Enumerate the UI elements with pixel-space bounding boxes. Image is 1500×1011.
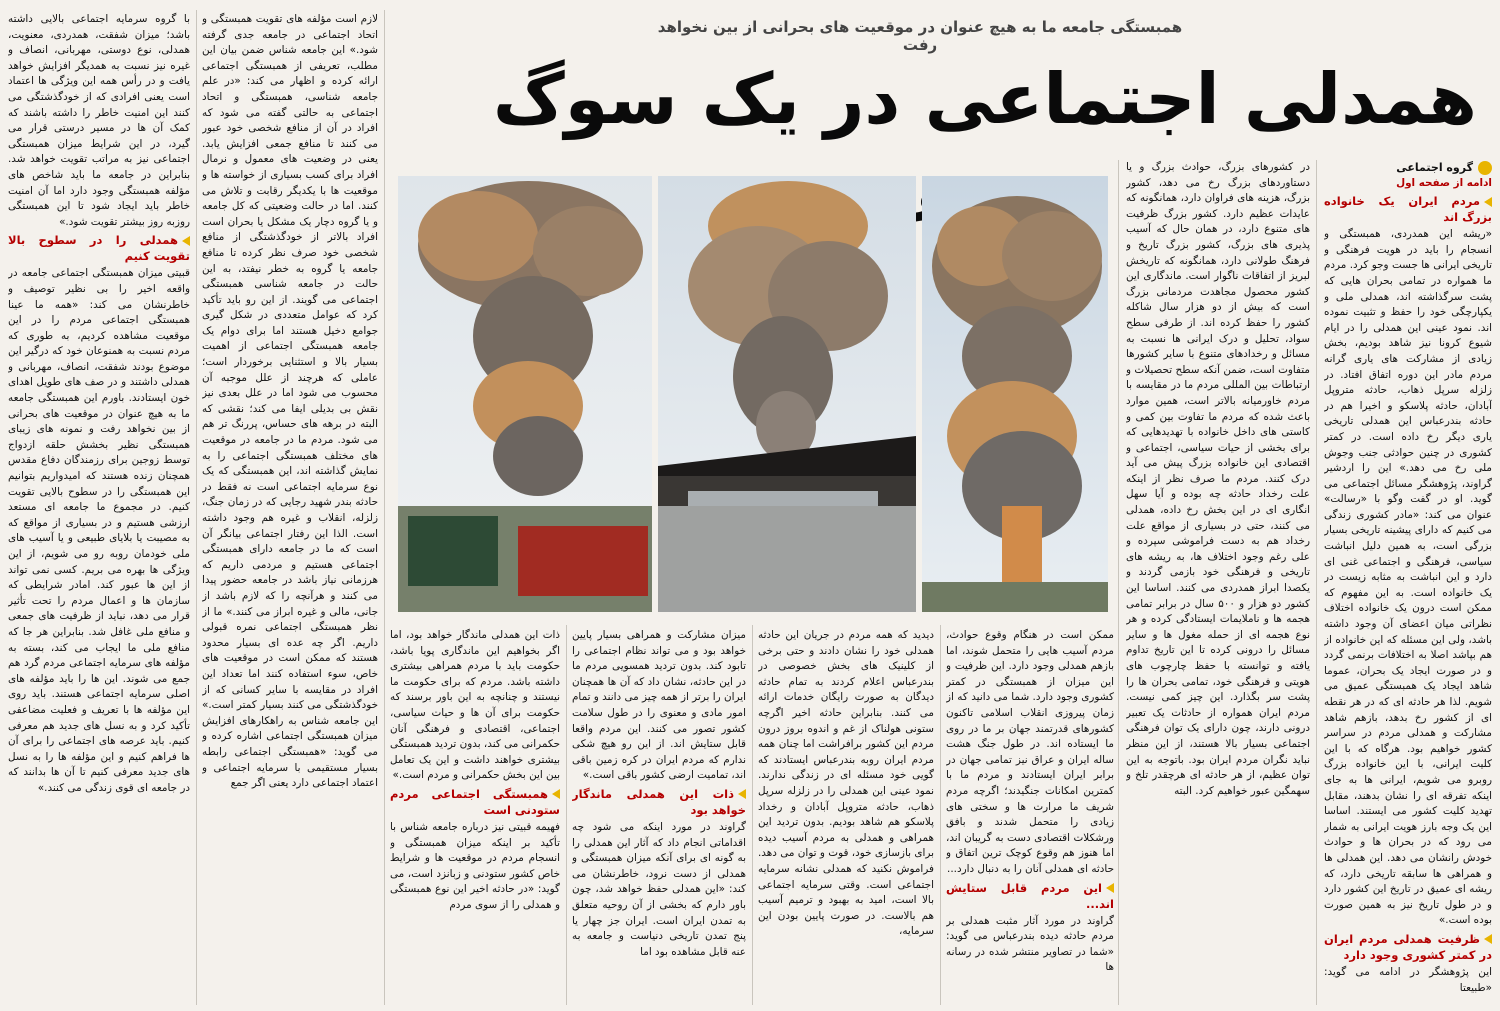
photo-explosion-left <box>398 176 652 612</box>
lower-column-3 <box>572 628 746 1005</box>
lower-column-2 <box>758 628 934 1005</box>
body-text: ذات این همدلی ماندگار خواهد بود، اما اگر بخواهیم این ماندگاری پویا باشد، حکومت باید با مردم همراهی بیشتری داشته باشد. مردم که برای حکومت ما نیستند و چنانچه به این باور برسند که حکومت برای آن ها و حیات سیاسی، اجتماعی، اقتصادی و فرهنگی آنان حکمرانی می کند، بدون تردید همبستگی بیشتری خواهند داشت و این یک تعامل بین این بخش حکمرانی و مردم است.» <box>390 629 560 782</box>
body-text: فهیمه قبیتی نیز درباره جامعه شناس با تأکید بر اینکه میزان همبستگی و انسجام مردم در موقعیت ها و شرایط خاص کشور ستودنی و زبانزد است، می گوید: «در حادثه اخیر این نوع همبستگی و همدلی را از سوی مردم <box>390 820 560 911</box>
body-text: قبیتی میزان همبستگی اجتماعی جامعه در واقعه اخیر را بی نظیر توصیف و خاطرنشان می کند: «همه ما عینا همبستگی اجتماعی مردم را در این موقعیت مشاهده کردیم، به طوری که مردم نسبت به همنوعان خود که درگیر این موضوع بودند شفقت، انصاف، مهربانی و همدلی داشتند و در صف های طویل اهدای خون ایستادند. باورم این همبستگی جامعه ما به هیچ عنوان در موقعیت های بحرانی از بین نخواهد رفت و نمونه های زیبای همبستگی نظیر بخشش حلقه ازدواج توسط زوجین برای رزمندگان دفاع مقدس همچنان زنده هستند که امیدواریم بتوانیم این همبستگی را در سطوح بالایی تقویت کنیم. در مجموع ما جامعه ای مستعد ارزشی هستیم و در بسیاری از مواقع که به مصیبت یا بلایای طبیعی و یا آسیب های ملی خودمان روبه رو می شویم، از این ویژگی ها بهره می بریم. کسی نمی تواند از این ها عبور کند. امادر شرایطی که سازمان ها و اعمال مردم را تحت تأثیر قرار می دهد، نباید از ظرفیت های جمعی و منافع ملی غافل شد. بنابراین هر جا که منافع ملی ما ایجاب می کند، بسته به مؤلفه های سرمایه اجتماعی مردم گرد هم جمع می شوند. این ها را باید مؤلفه های اصلی سرمایه اجتماعی هستند. باید روی این مؤلفه ها با تعریف و فعلیت مضاعفی تأکید کرد و به نسل های جدید هم معرفی کنیم. باید عرصه های اجتماعی را برای آن ها فراهم کنیم و این مؤلفه ها را به نسل های جدید معرفی کنیم تا آن ها بدانند که در جامعه ای قوی زندگی می کنند.» <box>8 267 190 794</box>
explosion-cloud-image <box>658 176 916 612</box>
lower-column-4 <box>390 628 560 1005</box>
triangle-marker-icon <box>182 236 190 246</box>
body-text: «ریشه این همدردی، همبستگی و انسجام را باید در هویت فرهنگی و تاریخی ایرانی ها جست وجو کرد. مردم ما همواره در تمامی بحران هایی که پشت سرگذاشته اند، همدلی ملی و یکپارچگی خود را حفظ و تثبیت نموده اند. نمود عینی این همدلی را در ایام شیوع کرونا نیز شاهد بودیم، بخش زیادی از مشارکت های یاری گرانه مردم مادر این دوره اتفاق افتاد. در زلزله سرپل ذهاب، حادثه متروپل آبادان، حادثه پلاسکو و اخیرا هم در حادثه بندرعباس این همدلی تاریخی یاری دیگر رخ داده است. در کمتر کشوری در چنین حوادثی جنب وجوش ملی رخ می دهد.» این را اردشیر گراوند، پژوهشگر مسائل اجتماعی می گوید. او در گفت وگو با «رسالت» عنوان می کند: «مادر کشوری زندگی می کنیم که دارای پیشینه تاریخی بسیار بزرگی است، به همین دلیل انباشت سیاسی، فرهنگی و اجتماعی غنی ای دارد و این انباشت به مثابه زیست در یک خانواده است. به این مفهوم که ممکن است درون یک خانواده اختلاف نظراتی میان اعضای آن وجود داشته باشد، ولی این مسئله که این خانواده از هم بپاشد اصلا به اختلافات برنمی گردد و در صورت ایجاد یک بحران، عموما شاهد ایجاد یک همبستگی عمیق می شویم. لذا هر حادثه ای که در هر نقطه ای از کشور رخ بدهد، بازهم شاهد مشارکت و همدلی مردم در سراسر کشور خواهیم بود. هرگاه که با این کلیت ایرانی، با این خانواده بزرگ روبرو می شویم، ایرانی ها به جای اینکه تفرقه ای را نشان بدهند، مقابل تهدید کلیت کشور می ایستند. اساسا این یک وجه بارز هویت ایرانی به شمار می رود که در بحران ها و حوادث خودش رانشان می دهد. این همدلی ها و همراهی ها سابقه تاریخی دارد، که ریشه ای عمیق در تاریخ این کشور دارد و در طول تاریخ نیز به همین صورت بوده است.» <box>1324 228 1492 927</box>
column-mid <box>202 12 378 1005</box>
body-text: گراوند در مورد آثار مثبت همدلی بر مردم حادثه دیده بندرعباس می گوید: «شما در تصاویر منتشر شده در رسانه ها <box>946 914 1114 974</box>
subhead: مردم ایران یک خانواده بزرگ اند <box>1324 194 1492 225</box>
body-text: با گروه سرمایه اجتماعی بالایی داشته باشد؛ میزان شفقت، همدردی، معنویت، همدلی، نوع دوستی، مهربانی، انصاف و غیره نیز نسبت به همدیگر افزایش خواهد یافت و در رأس همه این ویژگی ها اعتماد است یعنی افرادی که از خودگذشتگی می کنند این امنیت خاطر را داشته باشند که کمک آن ها در مسیر درستی قرار می گیرد، در این شرایط میزان همبستگی اجتماعی نیز به مراتب تقویت خواهد شد. بنابراین در جامعه ما باید شاخص های مؤلفه همبستگی وجود دارد اما آن امنیت خاطر باید ایجاد شود تا این همبستگی روزبه روز بیشتر تقویت شود.» <box>8 13 190 228</box>
triangle-marker-icon <box>1106 883 1114 893</box>
logo-circle-icon <box>1478 161 1492 175</box>
body-text: این پژوهشگر در ادامه می گوید: «طبیعتا <box>1324 965 1492 994</box>
lower-column-1 <box>946 628 1114 1005</box>
subhead: این مردم قابل ستایش اند... <box>946 880 1114 911</box>
section-label <box>1324 160 1492 176</box>
section-label-text: گروه اجتماعی <box>1396 161 1473 174</box>
subhead: ظرفیت همدلی مردم ایران در کمتر کشوری وجود دارد <box>1324 931 1492 962</box>
column-left <box>8 12 190 1005</box>
kicker: همبستگی جامعه ما به هیچ عنوان در موقعیت های بحرانی از بین نخواهد رفت <box>657 18 1183 54</box>
body-text: در کشورهای بزرگ، حوادث بزرگ و یا دستاوردهای بزرگ رخ می دهد، کشور بزرگ، هزینه های فراوان دارد، همانگونه که عایدات عظیم دارد. کشور بزرگ ظرفیت های متنوع دارد، در همان حال که آسیب پذیری های بزرگ، کشور بزرگ تاریخ و فرهنگ طولانی دارد، همانگونه که تاریخش لبریز از اتفاقات ناگوار است. ماندگاری این کشور محصول مجاهدت مردمانی بزرگ است که بیش از دو هزار سال شاکله کشور را حفظ کرده اند. از طرفی سطح سواد، تحلیل و درک ایرانی ها نسبت به مسائل و رخدادهای متنوع با سایر کشورها متفاوت است، ضمن آنکه سطح تحصیلات و ارتباطات بین المللی مردم ما در مقایسه با مردم خاورمیانه بالاتر است، همین موارد باعث شده که مردم ما تفاوت بین کمی و کاستی های داخل خانواده با تهدیدهایی که برای بخشی از حیات سیاسی، اجتماعی و اقتصادی این خانواده بزرگ پیش می آید درک کنند. مردم ما صرف نظر از اینکه علت رخداد حادثه چه بوده و آیا سهل انگاری ای در این بخش رخ داده، همدلی می کنند، حتی در بسیاری از مواقع علت رخداد هم به دست فراموشی سپرده و علی رغم وجود اختلاف ها، به ریشه های تاریخی و فرهنگی خود بازمی گردند و یکصدا ابراز همدردی می کنند. اساسا این کشور دو هزار و ۵۰۰ سال در برابر تمامی هجمه ها و ناملایمات ایستادگی کرده و هر نوع هجمه ای از حمله مغول ها و سایر مسائل را درونی کرده تا این تاریخ تداوم یافته و توانسته با حفظ چارچوب های هویتی و فرهنگی خود، تمامی بحران ها را پشت سر بگذارد. این چیز کمی نیست. مردم ایران همواره از حادثات یک تعبیر درونی دارند، چون دارای یک توان فرهنگی اجتماعی بسیار بالا هستند، از این منظر نباید نگران مردم ایران بود. باتوجه به این توان عظیم، از هر حادثه ای هرچقدر تلخ و سهمگین عبور خواهیم کرد. البته <box>1126 161 1310 797</box>
body-text: لازم است مؤلفه های تقویت همبستگی و اتحاد اجتماعی در جامعه جدی گرفته شود.» این جامعه شناس ضمن بیان این مطلب، تعریفی از همبستگی اجتماعی ارائه کرده و اظهار می کند: «در علم جامعه شناسی، همبستگی و اتحاد اجتماعی به حالتی گفته می شود که افراد در آن از منافع شخصی خود عبور می کنند تا منافع جمعی افزایش یابد. یعنی در وضعیت های معمول و نرمال افراد برای کسب بسیاری از خواسته ها و موقعیت ها با یکدیگر رقابت و تلاش می کنند. اما در حالت وضعیتی که کل جامعه و یا گروه دچار یک مشکل یا بحران است افراد بالاتر از خودگذشتگی از منافع شخصی خود صرف نظر کرده تا منافع جامعه یا گروه به خطر نیفتد، به این حالت در جامعه شناسی همبستگی اجتماعی می گویند. از این رو باید تأکید کرد که عوامل متعددی در شکل گیری جوامع دخیل هستند اما برای دوام یک جامعه همبستگی اجتماعی از اهمیت بسیار بالا و استثنایی برخوردار است؛ عاملی که هرچند از علل موجبه آن محسوب می شود اما در علل بعدی نیز نقش بی بدیلی ایفا می کند؛ نقشی که البته در برهه های حساس، پررنگ تر هم می شود. مردم ما در جامعه در موقعیت های مختلف همبستگی اجتماعی را به نمایش گذاشته اند، این همبستگی که یک نوع سرمایه اجتماعی است نه فقط در حادثه بندر شهید رجایی که در زمان جنگ، زلزله، انقلاب و غیره هم وجود داشته است. الذا این رفتار اجتماعی بیانگر آن است که ما در جامعه دارای همبستگی اجتماعی هستیم و مردمی داریم که هرزمانی نیاز باشد در جامعه حضور پیدا می کنند و هرآنچه را که لازم باشد از جانی، مالی و غیره ابراز می کنند.» ما از نظر همبستگی اجتماعی نمره قبولی داریم. اگر چه عده ای بسیار محدود هستند که ممکن است در موقعیت های خاص، سوء استفاده کنند اما تعداد این افراد در مقایسه با سایر کسانی که از خودگذشتگی می کنند بسیار کمتر است.» این جامعه شناس به راهکارهای افزایش میزان همبستگی اجتماعی اشاره کرده و می گوید: «همبستگی اجتماعی رابطه بسیار مستقیمی با سرمایه اجتماعی و اعتماد اجتماعی دارد یعنی اگر جمع <box>202 13 378 790</box>
triangle-marker-icon <box>1484 934 1492 944</box>
explosion-cloud-image <box>398 176 652 612</box>
body-text: ممکن است در هنگام وقوع حوادث، مردم آسیب هایی را متحمل شوند، اما بازهم همدلی وجود دارد. این ظرفیت و این میزان از همبستگی در کمتر کشوری وجود دارد. شما می دانید که از زمان پیروزی انقلاب اسلامی تاکنون کشورهای قدرتمند جهان بر ما در روی ما ایستاده اند. در طول جنگ هشت ساله ایران و عراق نیز تمامی جهان در برابر ایران ایستادند و مردم ما با کمترین امکانات جنگیدند؛ اگرچه مردم شریف ما مرارت ها و سختی های زیادی را متحمل شدند و بافق ورشکلات اقتصادی دست به گریبان اند، اما هنوز هم وقوع کوچک ترین اتفاق و حادثه ای همدلی آنان را به دنبال دارد... <box>946 629 1114 875</box>
headline: همدلی اجتماعی در یک سوگ <box>493 58 1477 140</box>
subhead: ذات این همدلی ماندگار خواهد بود <box>572 786 746 817</box>
body-text: دیدید که همه مردم در جریان این حادثه همدلی خود را نشان دادند و حتی برخی از کلینیک های بخش خصوصی در بندرعباس اعلام کردند به تمام حادثه دیدگان به صورت رایگان خدمات ارائه می کنند. بنابراین حادثه اخیر اگرچه ستونی هولناک از غم و اندوه بروز درون مردم این کشور برافراشت اما چنان همه مردم ایران روبه بندرعباس ایستادند که گویی خود مسئله ای در زندگی ندارند. نمود عینی این همدلی را در زلزله سرپل ذهاب، حادثه متروپل آبادان و رخداد پلاسکو هم شاهد بودیم. بدون تردید این همراهی و همدلی به مردم آسیب دیده برای بازسازی خود، قوت و توان می دهد. فراموش نکنید که همدلی نشانه سرمایه اجتماعی است. وقتی سرمایه اجتماعی بالا است، امید به بهبود و ترمیم آسیب هم بالاست. در صورت پایین بودن این سرمایه، <box>758 629 934 938</box>
photo-explosion-center <box>658 176 916 612</box>
subhead: همدلی را در سطوح بالا تقویت کنیم <box>8 233 190 264</box>
triangle-marker-icon <box>1484 197 1492 207</box>
subhead: همبستگی اجتماعی مردم ستودنی است <box>390 786 560 817</box>
column-rule <box>940 625 941 1005</box>
body-text: گراوند در مورد اینکه می شود چه اقداماتی انجام داد که آثار این همدلی را به گونه ای برای آنکه میزان همبستگی و همدلی از دست نرود، خاطرنشان می کند: «این همدلی حفظ خواهد شد، چون باور دارم که بخشی از آن روحیه متعلق به تمدن ایران است. ایران جز چهار یا پنج تمدن تاریخی دنیاست و جامعه به عنه قابل مشاهده بود اما <box>572 820 746 958</box>
triangle-marker-icon <box>552 789 560 799</box>
explosion-cloud-image <box>922 176 1108 612</box>
column-rule <box>196 10 197 1005</box>
continued-note: ادامه از صفحه اول <box>1396 176 1492 189</box>
column-rule <box>1118 160 1119 1005</box>
column-rule <box>1316 160 1317 1005</box>
body-text: میزان مشارکت و همراهی بسیار پایین خواهد بود و می تواند نظام اجتماعی را تابود کند. بدون تردید همسویی مردم ما در این حادثه، نشان داد که آن ها همچنان ایران را برتر از همه چیز می دانند و تمام امور مادی و معنوی را در طول سلامت کشور تصور می کنند. این مردم واقعا قابل ستایش اند. از این رو هیچ شکی ندارم که مردم ایران در کره زمین باقی اند، تمامیت ارضی کشور باقی است.» <box>572 629 746 782</box>
column-2 <box>1126 160 1310 1005</box>
column-rule <box>384 10 385 1005</box>
triangle-marker-icon <box>738 789 746 799</box>
column-rule <box>566 625 567 1005</box>
column-1 <box>1324 160 1492 1005</box>
column-rule <box>752 625 753 1005</box>
photo-explosion-right <box>922 176 1108 612</box>
